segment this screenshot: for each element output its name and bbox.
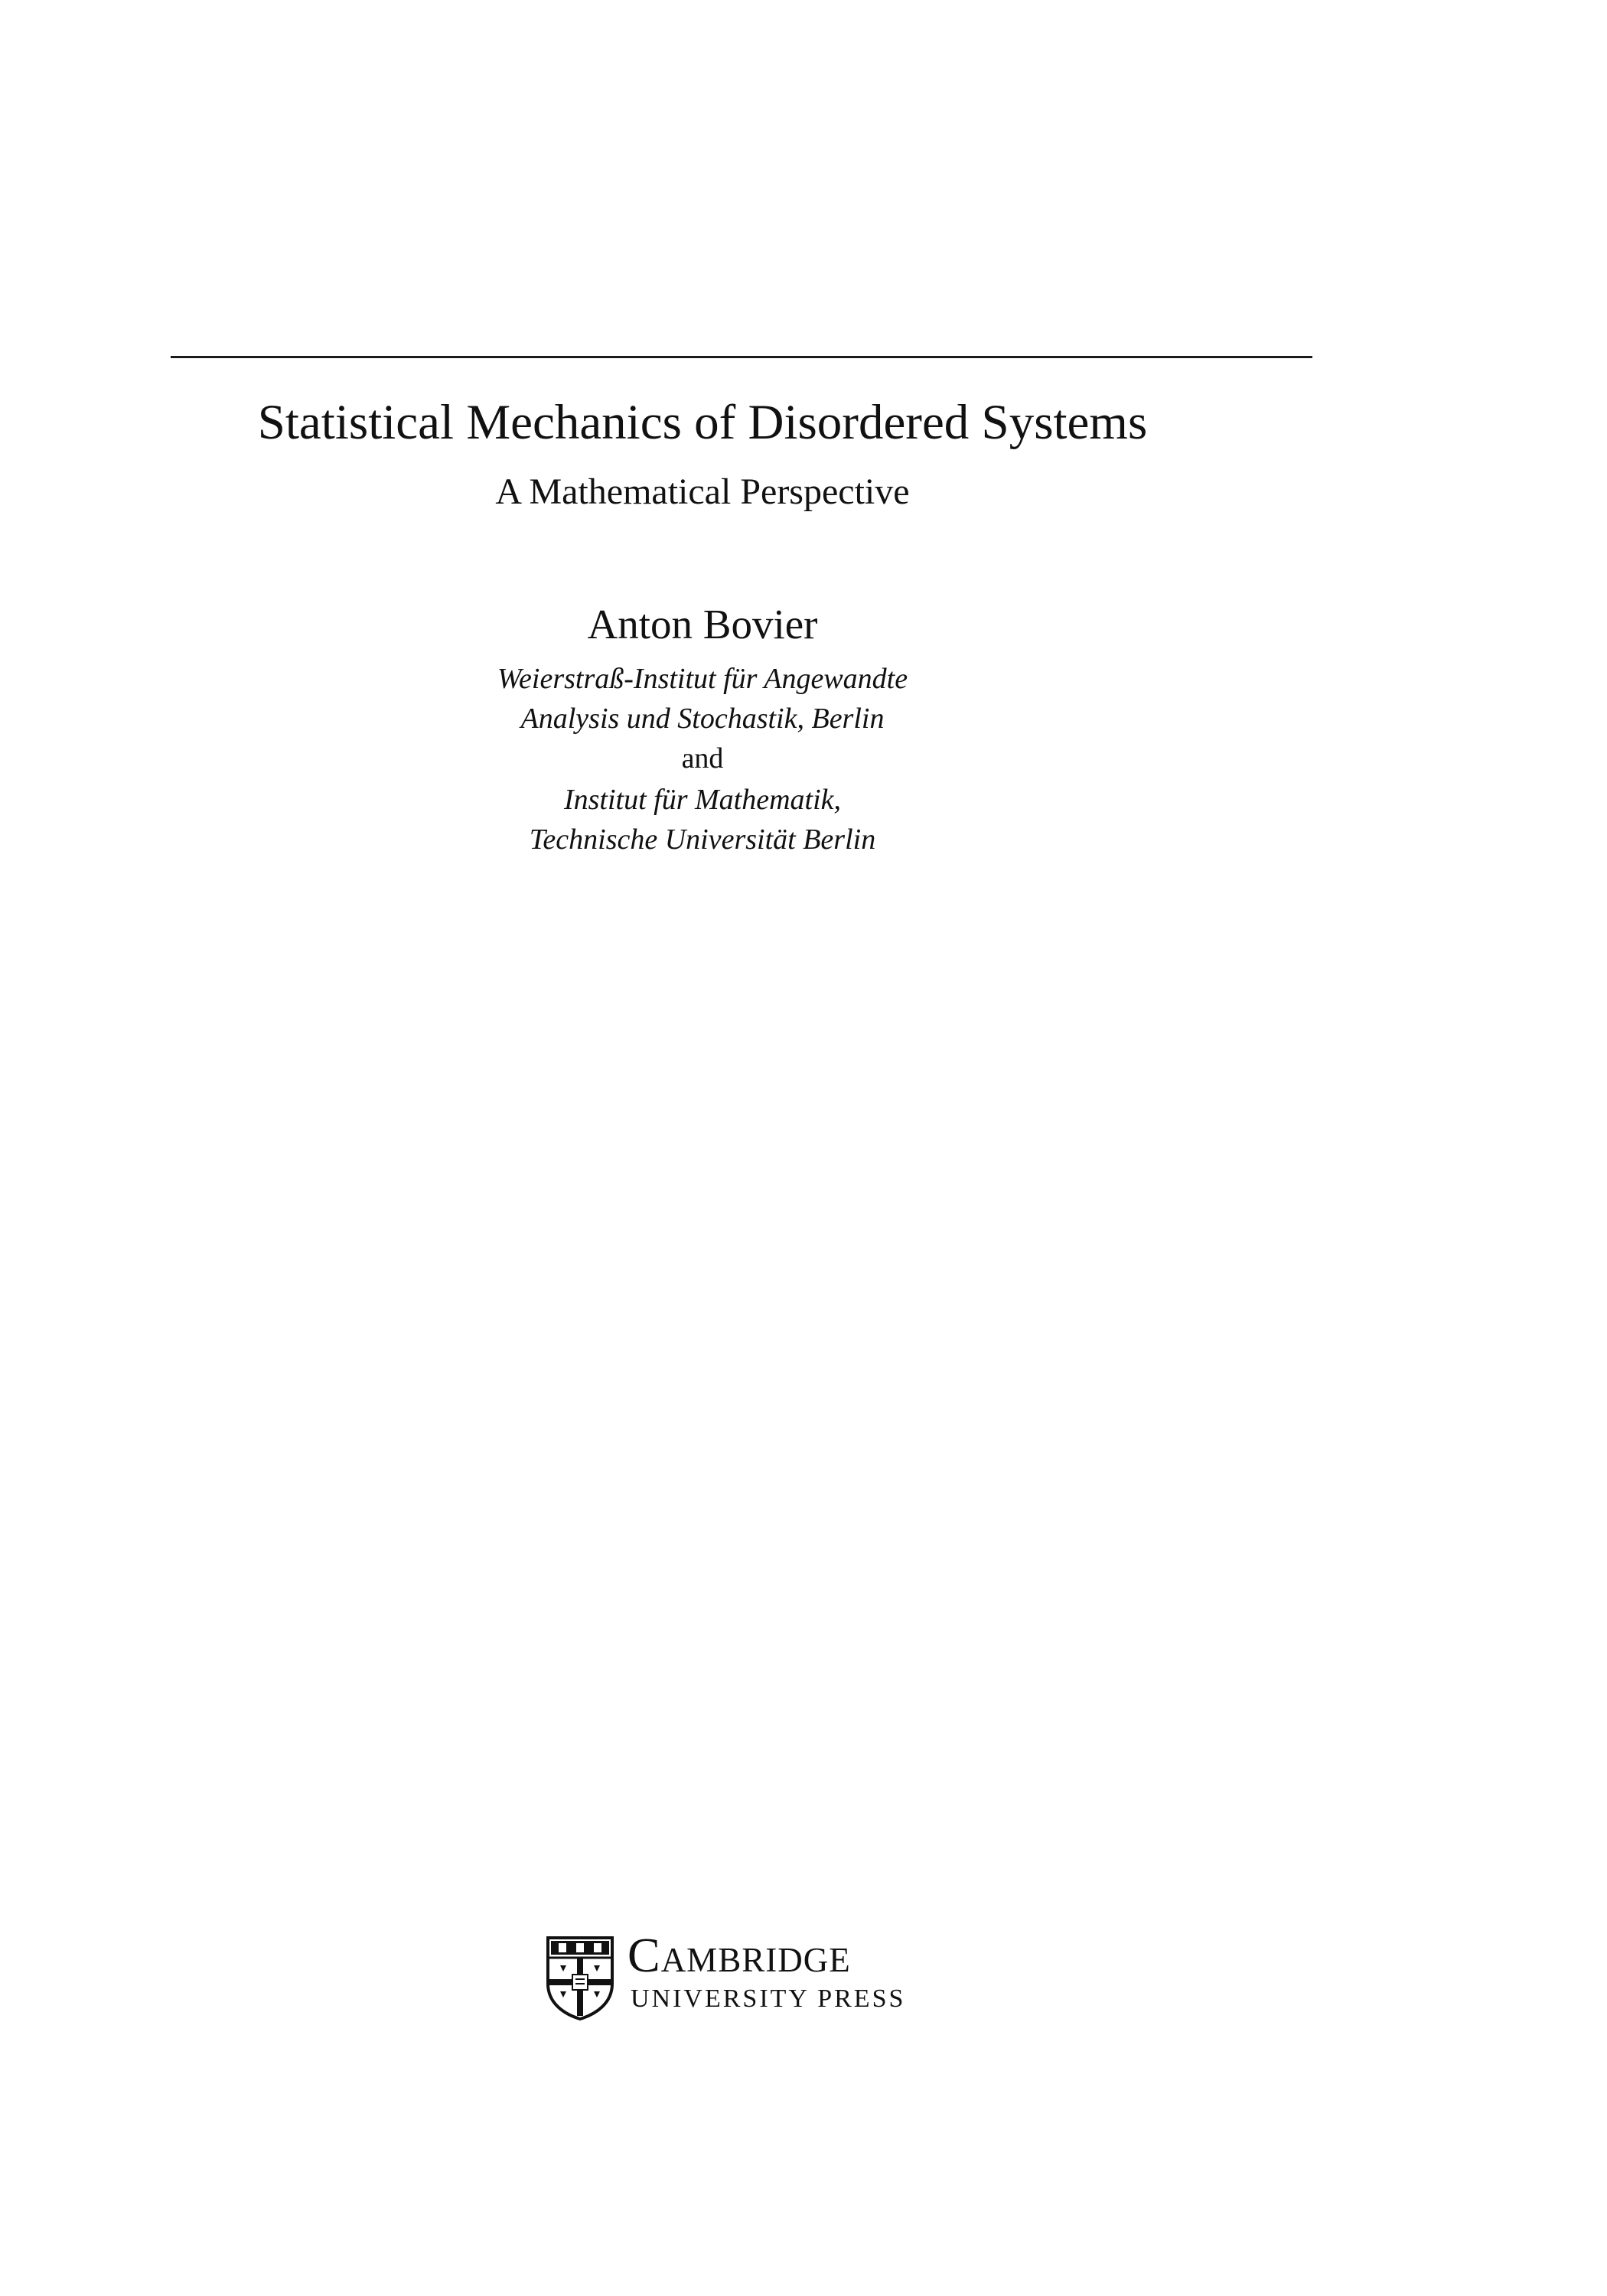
affiliation-line-3: Institut für Mathematik, [563,784,842,816]
author-name: Anton Bovier [587,601,818,647]
title-rule [171,356,1312,358]
affiliation-line-4: Technische Universität Berlin [529,823,876,856]
publisher-name: Cambridge [627,1928,851,1982]
affiliation-conjunction: and [681,742,724,775]
book-title: Statistical Mechanics of Disordered Systems [257,395,1148,450]
cambridge-crest-icon [545,1935,615,2020]
affiliation-line-1: Weierstraß-Institut für Angewandte [497,663,908,695]
affiliation-line-2: Analysis und Stochastik, Berlin [520,703,885,735]
publisher-subtitle: UNIVERSITY PRESS [631,1985,906,2013]
publisher-logo [545,1929,943,2020]
book-subtitle: A Mathematical Perspective [495,471,910,512]
